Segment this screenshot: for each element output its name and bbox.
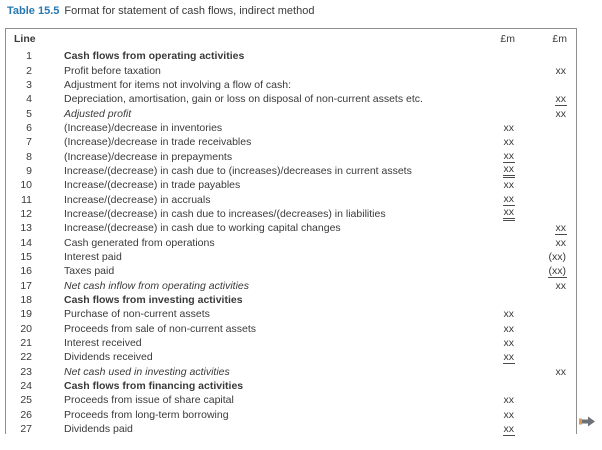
line-number: 26 <box>20 408 32 421</box>
amount-col1 <box>465 280 515 292</box>
row-description: Increase/(decrease) in cash due to increases/(decreases) in liabilities <box>64 207 386 220</box>
amount-col2: xx <box>555 365 566 378</box>
column-header-pounds-m-2: £m <box>552 33 567 45</box>
row-description: Cash generated from operations <box>64 236 215 249</box>
line-number: 21 <box>20 337 32 350</box>
cash-flow-statement-table <box>5 28 577 434</box>
line-number: 2 <box>26 64 32 77</box>
line-number: 24 <box>20 380 32 393</box>
amount-col1: xx <box>503 193 514 206</box>
row-description: Profit before taxation <box>64 64 161 77</box>
amount-col2 <box>515 294 567 306</box>
amount-col2 <box>515 151 567 163</box>
line-number: 10 <box>20 179 32 192</box>
amount-col2 <box>515 351 567 363</box>
amount-col2: xx <box>555 221 566 234</box>
table-row <box>6 178 576 192</box>
table-row <box>6 121 576 135</box>
table-caption-text: Format for statement of cash flows, indirect method <box>64 5 315 17</box>
row-description: Increase/(decrease) in accruals <box>64 193 211 206</box>
table-row <box>6 408 576 422</box>
line-number: 8 <box>26 150 32 163</box>
row-description: Increase/(decrease) in cash due to (increases)/decreases in current assets <box>64 164 412 177</box>
line-number: 1 <box>26 50 32 63</box>
column-header-line: Line <box>14 33 36 45</box>
line-number: 4 <box>26 93 32 106</box>
line-number: 7 <box>26 136 32 149</box>
row-description: Depreciation, amortisation, gain or loss on disposal of non-current assets etc. <box>64 93 423 106</box>
amount-col2 <box>515 380 567 392</box>
table-row <box>6 49 576 63</box>
line-number: 3 <box>26 78 32 91</box>
amount-col1: xx <box>503 350 514 363</box>
row-description: Increase/(decrease) in trade payables <box>64 179 241 192</box>
row-description: Net cash inflow from operating activities <box>64 279 249 292</box>
amount-col1 <box>465 222 515 234</box>
table-row <box>6 350 576 364</box>
amount-col2 <box>515 323 567 335</box>
row-description: (Increase)/decrease in prepayments <box>64 150 233 163</box>
line-number: 27 <box>20 423 32 436</box>
row-description: Interest received <box>64 337 142 350</box>
line-number: 12 <box>20 207 32 220</box>
table-row <box>6 250 576 264</box>
amount-col1 <box>465 380 515 392</box>
amount-col2 <box>515 409 567 421</box>
amount-col1 <box>465 50 515 62</box>
row-description: (Increase)/decrease in inventories <box>64 121 223 134</box>
amount-col1: xx <box>503 422 514 435</box>
row-description: Adjusted profit <box>64 107 132 120</box>
amount-col2: (xx) <box>548 264 566 277</box>
amount-col2 <box>515 208 567 220</box>
line-number: 25 <box>20 394 32 407</box>
line-number: 18 <box>20 294 32 307</box>
amount-col1: xx <box>465 206 515 221</box>
table-row <box>6 106 576 120</box>
row-description: Proceeds from long-term borrowing <box>64 408 229 421</box>
amount-col2 <box>515 79 567 91</box>
amount-col2: (xx) <box>548 250 566 263</box>
amount-col1: xx <box>503 308 514 321</box>
table-row <box>6 149 576 163</box>
amount-col1 <box>465 265 515 277</box>
row-description: Cash flows from financing activities <box>64 380 244 393</box>
table-row <box>6 365 576 379</box>
amount-col2: xx <box>555 92 566 105</box>
table-row <box>6 293 576 307</box>
amount-col1: xx <box>503 136 514 149</box>
row-description: Proceeds from sale of non-current assets <box>64 322 257 335</box>
table-row <box>6 393 576 407</box>
row-description: Purchase of non-current assets <box>64 308 210 321</box>
line-number: 9 <box>26 164 32 177</box>
amount-col1 <box>465 237 515 249</box>
line-number: 17 <box>20 279 32 292</box>
amount-col1: xx <box>503 337 514 350</box>
amount-col2 <box>515 394 567 406</box>
row-description: Dividends received <box>64 351 153 364</box>
table-row <box>6 322 576 336</box>
line-number: 23 <box>20 365 32 378</box>
amount-col2: xx <box>555 64 566 77</box>
amount-col2 <box>515 50 567 62</box>
amount-col1: xx <box>503 408 514 421</box>
line-number: 13 <box>20 222 32 235</box>
line-number: 16 <box>20 265 32 278</box>
row-description: Adjustment for items not involving a flow of cash: <box>64 78 292 91</box>
table-row <box>6 379 576 393</box>
line-number: 22 <box>20 351 32 364</box>
amount-col2: xx <box>555 107 566 120</box>
table-header-row <box>6 29 576 49</box>
table-row <box>6 235 576 249</box>
table-row <box>6 207 576 221</box>
table-row <box>6 63 576 77</box>
table-row <box>6 78 576 92</box>
row-description: Cash flows from investing activities <box>64 294 243 307</box>
amount-col2 <box>515 308 567 320</box>
table-row <box>6 422 576 436</box>
table-caption-number: Table 15.5 <box>7 5 60 17</box>
amount-col1 <box>465 93 515 105</box>
amount-col1: xx <box>503 150 514 163</box>
line-number: 20 <box>20 322 32 335</box>
table-row <box>6 279 576 293</box>
line-number: 15 <box>20 250 32 263</box>
amount-col2: xx <box>555 279 566 292</box>
table-row <box>6 164 576 178</box>
amount-col1 <box>465 79 515 91</box>
amount-col1 <box>465 251 515 263</box>
amount-col1 <box>465 366 515 378</box>
table-caption <box>7 5 314 17</box>
line-number: 11 <box>21 193 32 206</box>
amount-col1: xx <box>503 179 514 192</box>
continued-arrow-icon <box>579 416 595 427</box>
table-row <box>6 192 576 206</box>
table-row <box>6 221 576 235</box>
table-row <box>6 307 576 321</box>
amount-col2 <box>515 122 567 134</box>
line-number: 14 <box>20 236 32 249</box>
amount-col2 <box>515 423 567 435</box>
line-number: 6 <box>26 121 32 134</box>
row-description: Net cash used in investing activities <box>64 365 230 378</box>
row-description: (Increase)/decrease in trade receivables <box>64 136 252 149</box>
row-description: Interest paid <box>64 250 122 263</box>
amount-col1 <box>465 108 515 120</box>
table-row <box>6 92 576 106</box>
amount-col2 <box>515 179 567 191</box>
table-row <box>6 135 576 149</box>
amount-col1: xx <box>503 121 514 134</box>
amount-col2 <box>515 165 567 177</box>
table-rows <box>6 49 576 436</box>
table-row <box>6 264 576 278</box>
amount-col2 <box>515 194 567 206</box>
amount-col1 <box>465 65 515 77</box>
amount-col2 <box>515 337 567 349</box>
column-header-pounds-m-1: £m <box>500 33 515 45</box>
row-description: Proceeds from issue of share capital <box>64 394 234 407</box>
amount-col1: xx <box>465 163 515 178</box>
row-description: Taxes paid <box>64 265 115 278</box>
row-description: Cash flows from operating activities <box>64 50 245 63</box>
amount-col1: xx <box>503 322 514 335</box>
line-number: 5 <box>26 107 32 120</box>
row-description: Dividends paid <box>64 423 133 436</box>
amount-col2 <box>515 136 567 148</box>
line-number: 19 <box>20 308 32 321</box>
table-row <box>6 336 576 350</box>
amount-col1 <box>465 294 515 306</box>
amount-col2: xx <box>555 236 566 249</box>
row-description: Increase/(decrease) in cash due to working capital changes <box>64 222 341 235</box>
amount-col1: xx <box>503 394 514 407</box>
